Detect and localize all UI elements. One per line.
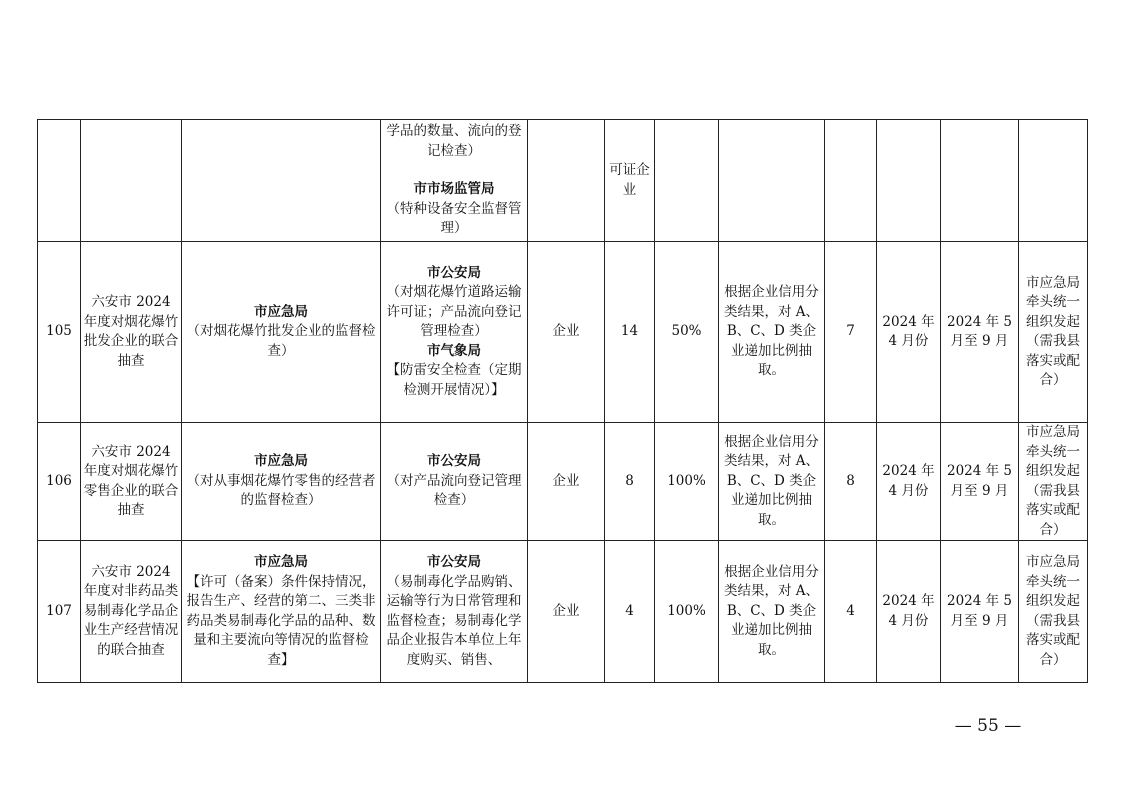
note: 市应急局牵头统一组织发起（需我县落实或配合）	[1019, 242, 1088, 423]
table-row	[38, 541, 1088, 683]
sample-month: 2024 年 4 月份	[877, 242, 941, 423]
row-number: 106	[38, 423, 81, 541]
target-type: 企业	[528, 541, 605, 683]
coop-dept	[381, 120, 528, 242]
sample-ratio: 100%	[655, 423, 719, 541]
note: 市应急局牵头统一组织发起（需我县落实或配合）	[1019, 423, 1088, 541]
row-number: 107	[38, 541, 81, 683]
table-row	[38, 120, 1088, 242]
coop-dept	[381, 423, 528, 541]
row-number	[38, 120, 81, 242]
coop-desc: 【防雷安全检查（定期检测开展情况）】	[386, 362, 522, 398]
check-period: 2024 年 5 月至 9 月	[941, 423, 1019, 541]
lead-agency: 市应急局	[254, 554, 308, 570]
coop-agency: 市气象局	[427, 342, 481, 359]
lead-dept	[182, 120, 381, 242]
inspection-table	[37, 119, 1088, 683]
coop-agency: 市市场监管局	[413, 181, 495, 198]
sample-month: 2024 年 4 月份	[877, 423, 941, 541]
lead-agency: 市应急局	[254, 453, 308, 470]
coop-agency: 市公安局	[427, 554, 481, 570]
target-type: 企业	[528, 423, 605, 541]
note	[1019, 120, 1088, 242]
lead-dept	[182, 242, 381, 423]
sample-method: 根据企业信用分类结果，对 A、B、C、D 类企业递加比例抽取。	[719, 423, 825, 541]
note: 市应急局牵头统一组织发起（需我县落实或配合）	[1019, 541, 1088, 683]
task-name: 六安市 2024 年度对烟花爆竹零售企业的联合抽查	[81, 423, 182, 541]
target-count: 8	[605, 423, 655, 541]
table-row	[38, 242, 1088, 423]
target-count: 可证企业	[605, 120, 655, 242]
lead-dept	[182, 423, 381, 541]
table-row	[38, 423, 1088, 541]
lead-agency: 市应急局	[254, 303, 308, 320]
sample-count	[825, 120, 877, 242]
target-count: 14	[605, 242, 655, 423]
row-number: 105	[38, 242, 81, 423]
coop-dept	[381, 541, 528, 683]
coop-agency: 市公安局	[427, 264, 481, 281]
sample-count: 8	[825, 423, 877, 541]
sample-count: 7	[825, 242, 877, 423]
task-name: 六安市 2024 年度对非药品类易制毒化学品企业生产经营情况的联合抽查	[81, 541, 182, 683]
sample-month	[877, 120, 941, 242]
coop-desc: （对烟花爆竹道路运输许可证；产品流向登记管理检查）	[386, 284, 522, 340]
sample-ratio: 50%	[655, 242, 719, 423]
coop-desc: （特种设备安全监督管理）	[386, 200, 522, 237]
check-period: 2024 年 5 月至 9 月	[941, 541, 1019, 683]
target-type	[528, 120, 605, 242]
check-period	[941, 120, 1019, 242]
sample-count: 4	[825, 541, 877, 683]
lead-dept	[182, 541, 381, 683]
task-name	[81, 120, 182, 242]
target-count: 4	[605, 541, 655, 683]
coop-agency: 市公安局	[427, 453, 481, 470]
lead-desc: （对烟花爆竹批发企业的监督检查）	[186, 323, 376, 359]
sample-method	[719, 120, 825, 242]
sample-ratio: 100%	[655, 541, 719, 683]
lead-desc: （对从事烟花爆竹零售的经营者的监督检查）	[186, 472, 376, 509]
sample-method: 根据企业信用分类结果，对 A、B、C、D 类企业递加比例抽取。	[719, 242, 825, 423]
lead-desc: 【许可（备案）条件保持情况，报告生产、经营的第二、三类非药品类易制毒化学品的品种、数量和主要流向等情况的监督检查】	[186, 573, 376, 668]
coop-desc: （易制毒化学品购销、运输等行为日常管理和监督检查；易制毒化学品企业报告本单位上年度购买、销售、	[386, 573, 522, 668]
sample-ratio	[655, 120, 719, 242]
sample-method: 根据企业信用分类结果，对 A、B、C、D 类企业递加比例抽取。	[719, 541, 825, 683]
page-number: — 55 —	[954, 716, 1022, 736]
sample-month: 2024 年 4 月份	[877, 541, 941, 683]
task-name: 六安市 2024 年度对烟花爆竹批发企业的联合抽查	[81, 242, 182, 423]
coop-desc: （对产品流向登记管理检查）	[386, 472, 522, 509]
target-type: 企业	[528, 242, 605, 423]
coop-dept	[381, 242, 528, 423]
check-period: 2024 年 5 月至 9 月	[941, 242, 1019, 423]
coop-desc: 学品的数量、流向的登记检查）	[386, 123, 522, 159]
